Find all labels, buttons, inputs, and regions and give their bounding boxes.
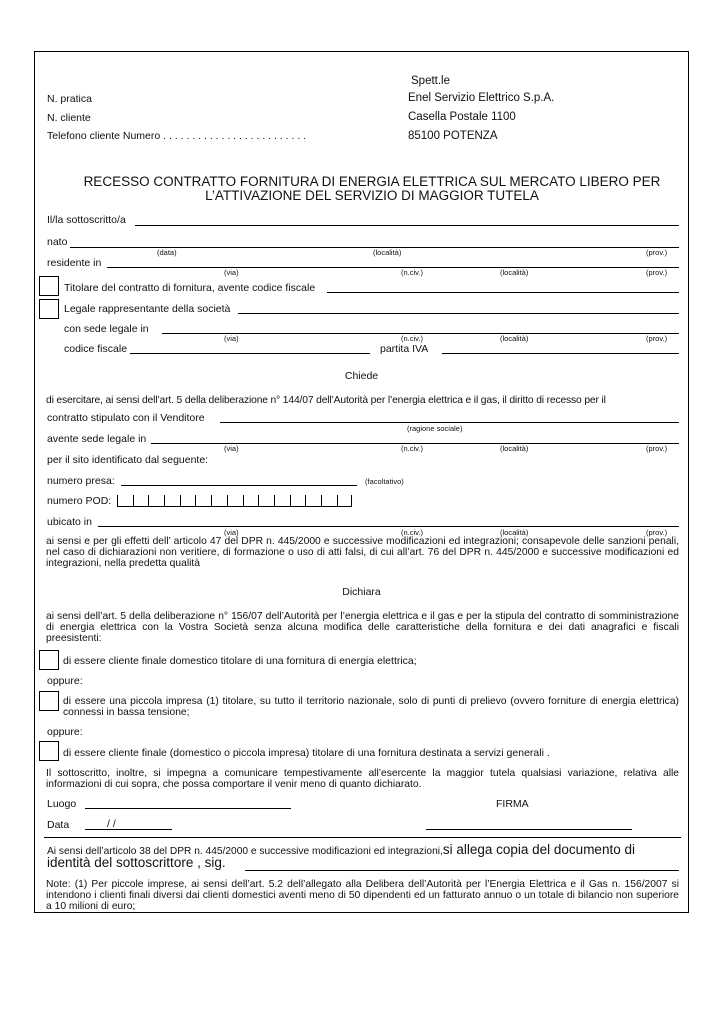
sub-nciv: (n.civ.)	[401, 268, 423, 277]
spett-label: Spett.le	[411, 75, 450, 87]
recipient-city: 85100 POTENZA	[408, 130, 498, 142]
recipient-name: Enel Servizio Elettrico S.p.A.	[408, 92, 555, 104]
legale-field[interactable]	[238, 313, 679, 314]
sub-via: (via)	[224, 528, 239, 537]
sig-field[interactable]	[245, 870, 679, 871]
sub-localita: (località)	[500, 528, 529, 537]
allega-big: si allega copia del documento di	[442, 842, 635, 857]
sub-data: (data)	[157, 248, 177, 257]
luogo-label: Luogo	[47, 798, 77, 810]
sig-label: identità del sottoscrittore , sig.	[47, 855, 226, 870]
numero-pod-label: numero POD:	[47, 495, 112, 507]
page-title-line-1: RECESSO CONTRATTO FORNITURA DI ENERGIA ELETTRICA SUL MERCATO LIBERO PER	[83, 174, 661, 189]
contratto-label: contratto stipulato con il Venditore	[47, 412, 205, 424]
avente-sede-label: avente sede legale in	[47, 433, 147, 445]
sub-prov: (prov.)	[646, 248, 668, 257]
sottoscritto-field[interactable]	[135, 225, 679, 226]
option-domestico-checkbox[interactable]	[39, 650, 59, 670]
n-pratica-label: N. pratica	[47, 93, 92, 105]
data-label: Data	[47, 819, 70, 831]
numero-presa-label: numero presa:	[47, 475, 115, 487]
impegna-text: Il sottoscritto, inoltre, si impegna a comunicare tempestivamente all’esercente la maggior tutela qualsiasi variazione, relativa alle informazioni di cui sopra, che possa comportare il venir meno di quanto dichiarato.	[46, 768, 679, 790]
nato-label: nato	[47, 236, 68, 248]
ubicato-field[interactable]	[98, 526, 679, 527]
titolare-cf-field[interactable]	[327, 292, 679, 293]
sub-via: (via)	[224, 444, 239, 453]
venditore-field[interactable]	[220, 422, 679, 423]
titolare-checkbox[interactable]	[39, 276, 59, 296]
sub-via: (via)	[224, 268, 239, 277]
option-servizi-checkbox[interactable]	[39, 741, 59, 761]
partita-iva-field[interactable]	[442, 353, 679, 354]
n-cliente-label: N. cliente	[47, 112, 91, 124]
partita-iva-label: partita IVA	[380, 343, 429, 355]
sub-prov: (prov.)	[646, 444, 668, 453]
sub-localita: (località)	[500, 334, 529, 343]
allega-small: Ai sensi dell’articolo 38 del DPR n. 445/2000 e successive modificazioni ed integrazioni,	[47, 846, 443, 857]
sub-nciv: (n.civ.)	[401, 444, 423, 453]
codice-fiscale-field[interactable]	[130, 353, 370, 354]
dichiara-heading: Dichiara	[342, 586, 381, 598]
residente-field[interactable]	[107, 267, 679, 268]
titolare-label: Titolare del contratto di fornitura, avente codice fiscale	[64, 282, 316, 294]
luogo-field[interactable]	[85, 808, 291, 809]
option-domestico-label: di essere cliente finale domestico titolare di una fornitura di energia elettrica;	[63, 655, 417, 667]
codice-fiscale-label: codice fiscale	[64, 343, 128, 355]
sub-via: (via)	[224, 334, 239, 343]
firma-field[interactable]	[426, 829, 632, 830]
sito-label: per il sito identificato dal seguente:	[47, 454, 209, 466]
sub-ragione-sociale: (ragione sociale)	[407, 424, 463, 433]
note-text: Note: (1) Per piccole imprese, ai sensi dell’art. 5.2 dell’allegato alla Delibera dell’Autorità per l’Energia Elettrica e il Gas n. 156/2007 si intendono i clienti finali diversi dai clienti domestici aventi meno di 50 dipendenti ed un fatturato annuo o un totale di bilancio non superiore a 10 milioni di euro;	[46, 879, 679, 912]
divider	[44, 837, 681, 838]
option-impresa-label: di essere una piccola impresa (1) titolare, su tutto il territorio nazionale, solo di punti di prelievo (ovvero forniture di energia elettrica) connessi in bassa tensione;	[63, 696, 679, 718]
sede-legale-label: con sede legale in	[64, 323, 149, 335]
pod-field[interactable]	[117, 495, 352, 507]
sub-localita: (località)	[500, 444, 529, 453]
option-impresa-checkbox[interactable]	[39, 691, 59, 711]
dichiara-text: ai sensi dell’art. 5 della deliberazione n° 156/07 dell’Autorità per l’energia elettrica e il gas e per la stipula del contratto di somministrazione di energia elettrica con la Vostra Società senza alcuna modifica delle caratteristiche della fornitura e dei dati anagrafici e fiscali preesistenti:	[46, 611, 679, 644]
numero-presa-field[interactable]	[121, 485, 357, 486]
sub-prov: (prov.)	[646, 268, 668, 277]
telefono-label: Telefono cliente Numero . . . . . . . . . . . . . . . . . . . . . . . . .	[47, 130, 307, 142]
sub-nciv: (n.civ.)	[401, 528, 423, 537]
legale-label: Legale rappresentante della società	[64, 303, 231, 315]
residente-label: residente in	[47, 257, 102, 269]
sub-localita: (località)	[500, 268, 529, 277]
chiede-heading: Chiede	[344, 370, 379, 382]
oppure-label-1: oppure:	[47, 675, 83, 687]
firma-label: FIRMA	[496, 798, 529, 810]
sub-prov: (prov.)	[646, 528, 668, 537]
sub-facoltativo: (facoltativo)	[365, 477, 404, 486]
data-slashes: / /	[107, 818, 116, 830]
dpr-text: ai sensi e per gli effetti dell’ articolo 47 del DPR n. 445/2000 e successive modificazioni ed integrazioni; consapevole delle sanzioni penali, nel caso di dichiarazioni non veritiere, di formazione o uso di atti falsi, di cui all’art. 76 del DPR n. 445/2000 e successive modificazioni ed integrazioni, nella predetta qualità	[46, 536, 679, 569]
sottoscritto-label: Il/la sottoscritto/a	[47, 214, 126, 226]
sub-prov: (prov.)	[646, 334, 668, 343]
recipient-po-box: Casella Postale 1100	[408, 111, 516, 123]
sub-localita: (località)	[373, 248, 402, 257]
sub-nciv: (n.civ.)	[401, 334, 423, 343]
data-field[interactable]	[85, 829, 172, 830]
ubicato-label: ubicato in	[47, 516, 92, 528]
chiede-text: di esercitare, ai sensi dell’art. 5 della deliberazione n° 144/07 dell’Autorità per l’energia elettrica e il gas, il diritto di recesso per il	[46, 395, 606, 406]
page-title-line-2: L’ATTIVAZIONE DEL SERVIZIO DI MAGGIOR TUTELA	[205, 188, 539, 203]
legale-checkbox[interactable]	[39, 299, 59, 319]
oppure-label-2: oppure:	[47, 726, 83, 738]
option-servizi-label: di essere cliente finale (domestico o piccola impresa) titolare di una fornitura destinata a servizi generali .	[63, 747, 550, 759]
